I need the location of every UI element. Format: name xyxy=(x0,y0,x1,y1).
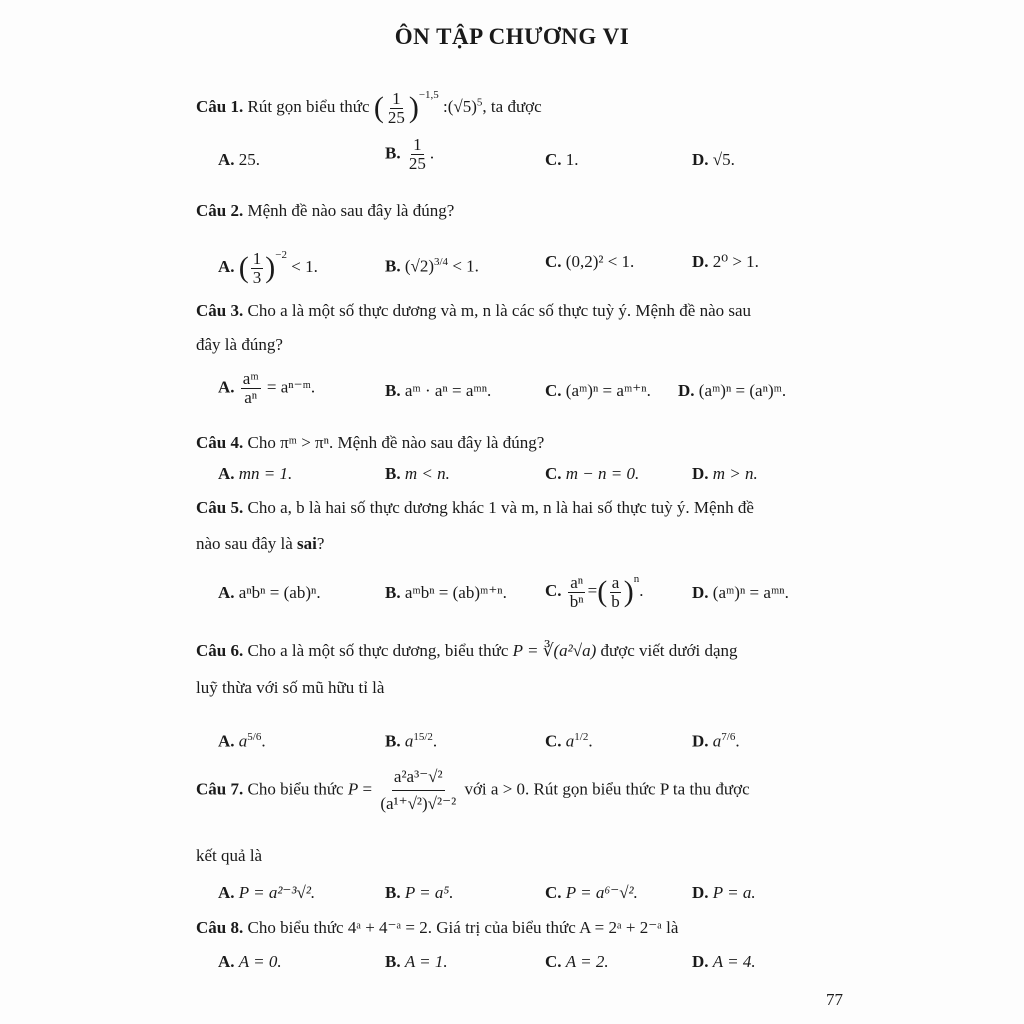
option-letter: D. xyxy=(692,583,709,602)
question-label: Câu 6. xyxy=(196,641,244,660)
option-d xyxy=(692,251,759,273)
option-letter: D. xyxy=(692,252,709,271)
option-letter: B. xyxy=(385,464,401,483)
exponent: 5 xyxy=(476,96,483,109)
question-text: , ta được xyxy=(482,97,542,116)
option-a xyxy=(218,951,282,973)
option-letter: C. xyxy=(545,464,562,483)
option-text: P = a. xyxy=(712,883,756,902)
option-text: A = 1. xyxy=(404,952,448,971)
denominator: aⁿ xyxy=(244,388,258,407)
question-text: Cho a, b là hai số thực dương khác 1 và m, n là hai số thực tuỳ ý. Mệnh đề xyxy=(247,498,754,517)
denominator: (a¹⁺√²)√²⁻² xyxy=(380,794,457,813)
question-3 xyxy=(196,300,751,322)
option-letter: C. xyxy=(545,252,562,271)
option-a xyxy=(218,582,321,604)
option-letter: D. xyxy=(692,464,709,483)
option-text: = aⁿ⁻ᵐ. xyxy=(266,377,316,397)
question-label: Câu 4. xyxy=(196,433,244,452)
option-b xyxy=(385,951,448,973)
question-text: với a > 0. Rút gọn biểu thức P ta thu được xyxy=(464,779,750,799)
option-d xyxy=(678,380,786,402)
question-6-line-2: luỹ thừa với số mũ hữu tỉ là xyxy=(196,678,385,697)
option-text: A = 4. xyxy=(712,952,756,971)
option-c xyxy=(545,463,639,485)
numerator: a²a³⁻√² xyxy=(392,764,445,791)
option-letter: C. xyxy=(545,381,562,400)
option-text: aᵐbⁿ = (ab)ᵐ⁺ⁿ. xyxy=(404,583,507,602)
option-text: m < n. xyxy=(404,464,450,483)
numerator: a xyxy=(611,572,620,592)
option-text: (aᵐ)ⁿ = (aⁿ)ᵐ. xyxy=(698,381,787,400)
option-a xyxy=(218,463,292,485)
option-c xyxy=(545,882,638,904)
question-3-line-2: đây là đúng? xyxy=(196,335,283,354)
question-label: Câu 1. xyxy=(196,97,244,116)
question-text: Cho a là một số thực dương và m, n là các số thực tuỳ ý. Mệnh đề nào sau xyxy=(247,301,752,320)
option-d xyxy=(692,149,735,171)
option-letter: D. xyxy=(678,381,695,400)
exponent: 3/4 xyxy=(434,256,449,268)
question-text: ? xyxy=(316,534,325,553)
exponent: 15/2 xyxy=(413,731,433,743)
option-letter: D. xyxy=(692,150,709,169)
option-text: mn = 1. xyxy=(238,464,293,483)
question-text: Cho biểu thức xyxy=(247,779,344,799)
option-letter: C. xyxy=(545,150,562,169)
denominator: 25 xyxy=(387,107,405,127)
option-a xyxy=(218,149,260,171)
question-2 xyxy=(196,200,454,222)
exponent: −1,5 xyxy=(418,89,439,101)
option-text: 1. xyxy=(565,150,579,169)
option-a: A. $a^{5/6}$. xyxy=(218,731,266,751)
option-text: (aᵐ)ⁿ = aᵐ⁺ⁿ. xyxy=(565,381,651,400)
question-label: Câu 7. xyxy=(196,779,244,799)
option-a: A. ( $\frac{1}{3}$ )$^{-2}$ < 1. xyxy=(218,248,318,287)
page-title: ÔN TẬP CHƯƠNG VI xyxy=(394,24,630,49)
option-letter: A. xyxy=(218,583,235,602)
denominator: bⁿ xyxy=(569,591,584,611)
option-text: aⁿbⁿ = (ab)ⁿ. xyxy=(238,583,321,602)
option-text: < 1. xyxy=(291,257,318,276)
option-c xyxy=(545,951,609,973)
exponent: 7/6 xyxy=(721,731,736,743)
question-label: Câu 5. xyxy=(196,498,244,517)
option-b xyxy=(385,882,454,904)
option-letter: B. xyxy=(385,256,401,276)
option-text: 25. xyxy=(238,150,261,169)
option-c xyxy=(545,380,651,402)
option-letter: C. xyxy=(545,581,562,600)
question-label: Câu 8. xyxy=(196,918,244,937)
denominator: 3 xyxy=(252,267,262,287)
option-text: √5. xyxy=(712,150,735,169)
option-letter: B. xyxy=(385,583,401,602)
option-letter: A. xyxy=(218,257,235,276)
question-text: Cho a là một số thực dương, biểu thức xyxy=(247,641,509,660)
option-text: P = a⁶⁻√². xyxy=(565,883,638,902)
option-c xyxy=(545,149,579,171)
option-letter: A. xyxy=(218,731,235,751)
option-text: P = a²⁻³√². xyxy=(238,883,316,902)
fraction xyxy=(386,90,407,127)
page-number: 77 xyxy=(826,990,843,1009)
option-a xyxy=(218,882,315,904)
question-7: Câu 7. Cho biểu thức P = $\frac{\text{a²a³⁻√²}}{\text{(a¹⁺√²)√²⁻²}}$ với a > 0. Rút gọn biểu thức P ta thu được xyxy=(196,764,750,817)
option-a xyxy=(218,370,315,407)
question-4 xyxy=(196,432,544,454)
option-letter: A. xyxy=(218,952,235,971)
option-c: C. $a^{1/2}$. xyxy=(545,731,593,751)
option-text: (aᵐ)ⁿ = aᵐⁿ. xyxy=(712,583,789,602)
numerator: aⁿ xyxy=(570,572,584,592)
option-text: aᵐ · aⁿ = aᵐⁿ. xyxy=(404,381,492,400)
option-c: C. $\frac{\text{aⁿ}}{\text{bⁿ}}$ =( $\frac{a}{b}$ )$^n$. xyxy=(545,572,644,611)
question-text: nào sau đây là xyxy=(196,534,293,553)
question-7-line-2: kết quả là xyxy=(196,846,263,865)
option-d xyxy=(692,882,756,904)
exponent: 1/2 xyxy=(574,731,589,743)
option-text: (√2) xyxy=(404,256,434,276)
math-expression: P = ∛(a²√a) xyxy=(512,641,597,660)
question-text: Cho biểu thức 4ᵃ + 4⁻ᵃ = 2. Giá trị của biểu thức A = 2ᵃ + 2⁻ᵃ là xyxy=(247,918,679,937)
question-8 xyxy=(196,917,678,939)
option-b xyxy=(385,380,491,402)
option-text: A = 0. xyxy=(238,952,282,971)
option-letter: B. xyxy=(385,381,401,400)
option-letter: A. xyxy=(218,883,235,902)
question-5-line-2 xyxy=(196,533,324,555)
option-d xyxy=(692,951,756,973)
denominator: b xyxy=(611,591,620,611)
option-letter: A. xyxy=(218,377,235,397)
question-text: được viết dưới dạng xyxy=(600,641,738,660)
option-letter: A. xyxy=(218,150,235,169)
option-d: D. $a^{7/6}$. xyxy=(692,731,740,751)
option-letter: C. xyxy=(545,952,562,971)
option-c xyxy=(545,251,634,273)
option-b xyxy=(385,463,450,485)
question-text: Mệnh đề nào sau đây là đúng? xyxy=(247,201,455,220)
question-label: Câu 3. xyxy=(196,301,244,320)
option-text: < 1. xyxy=(452,256,479,276)
option-text: = xyxy=(587,581,598,600)
option-text: A = 2. xyxy=(565,952,609,971)
option-b: B. $\frac{1}{25}$ . xyxy=(385,135,435,173)
numerator: aᵐ xyxy=(242,369,259,388)
option-b: B. $a^{15/2}$. xyxy=(385,731,438,751)
option-letter: C. xyxy=(545,883,562,902)
question-5 xyxy=(196,497,754,519)
option-letter: B. xyxy=(385,883,401,902)
exponent: n xyxy=(633,573,640,585)
option-letter: D. xyxy=(692,731,709,751)
denominator: 25 xyxy=(408,154,426,173)
option-b xyxy=(385,251,479,278)
option-text: 2⁰ > 1. xyxy=(712,252,759,271)
numerator: 1 xyxy=(413,135,422,154)
option-letter: A. xyxy=(218,464,235,483)
option-text: m − n = 0. xyxy=(565,464,640,483)
emphasis-text: sai xyxy=(297,534,317,553)
option-b xyxy=(385,582,507,604)
option-letter: D. xyxy=(692,883,709,902)
exponent: −2 xyxy=(275,249,287,261)
option-text: P = a⁵. xyxy=(404,883,454,902)
numerator: 1 xyxy=(252,248,262,268)
option-text: m > n. xyxy=(712,464,758,483)
numerator: 1 xyxy=(392,88,401,108)
question-6 xyxy=(196,640,738,662)
option-letter: B. xyxy=(385,731,401,751)
question-label: Câu 2. xyxy=(196,201,244,220)
option-text: (0,2)² < 1. xyxy=(565,252,635,271)
option-letter: B. xyxy=(385,143,401,163)
question-text: Cho πᵐ > πⁿ. Mệnh đề nào sau đây là đúng? xyxy=(247,433,545,452)
expression: :(√5) xyxy=(443,97,477,116)
question-text: Rút gọn biểu thức xyxy=(247,97,370,116)
option-letter: C. xyxy=(545,731,562,751)
option-letter: B. xyxy=(385,952,401,971)
question-1: Câu 1. Rút gọn biểu thức ( $\frac{1}{25}$ )$^{-1,5}$ $:(√5)^5$, ta được xyxy=(196,88,542,127)
option-letter: D. xyxy=(692,952,709,971)
option-d xyxy=(692,463,758,485)
exponent: 5/6 xyxy=(247,731,262,743)
option-d xyxy=(692,582,789,604)
